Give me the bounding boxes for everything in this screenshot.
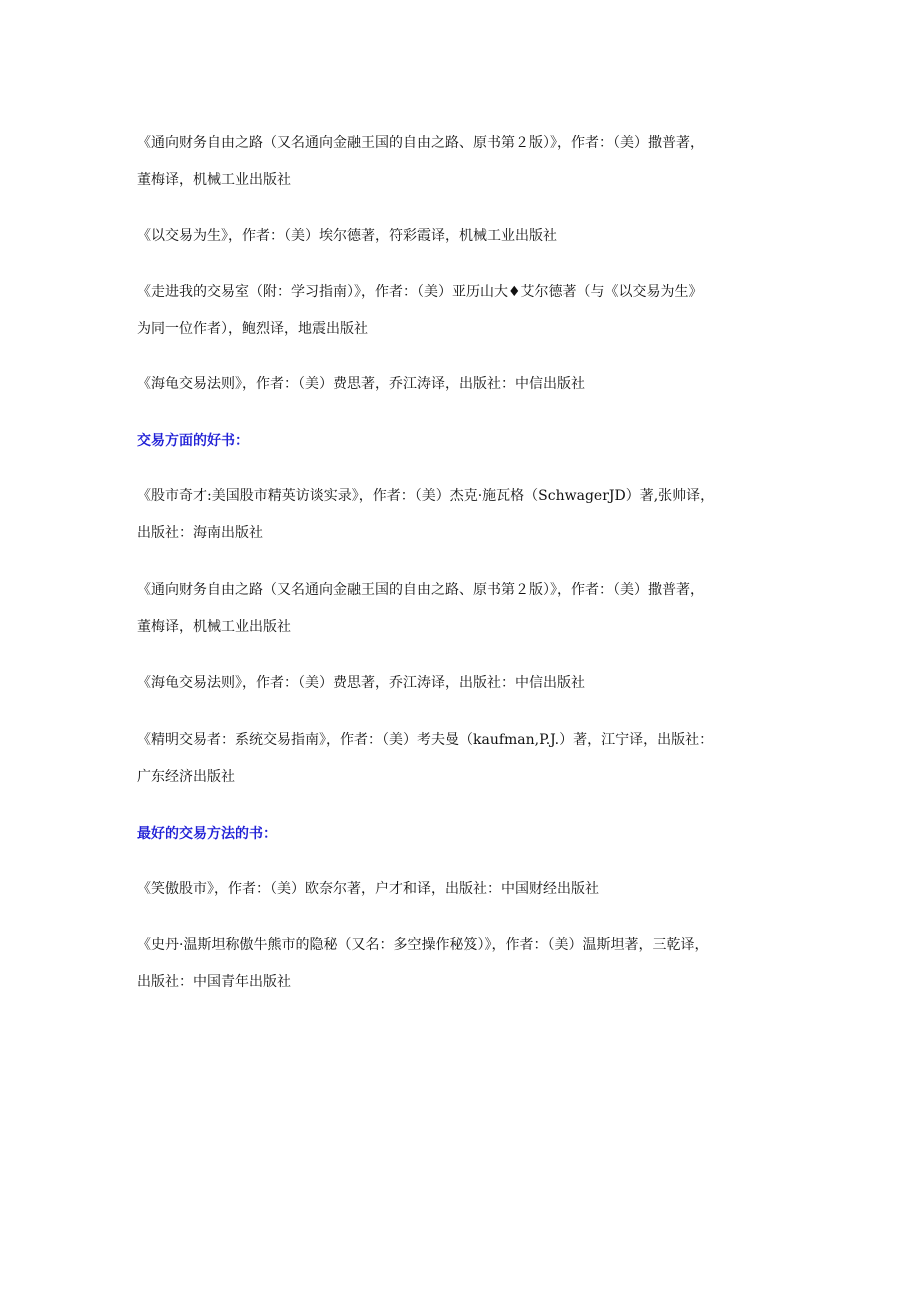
book-entry-line: 《走进我的交易室（附：学习指南）》，作者：（美）亚历山大♦艾尔德著（与《以交易为生》 <box>137 284 703 300</box>
book-entry-line: 出版社：中国青年出版社 <box>137 974 291 990</box>
book-entry-yi-jiaoyi-weisheng <box>137 218 797 255</box>
book-entry-caiwu-ziyou-2 <box>137 572 797 646</box>
book-entry-line: 《通向财务自由之路（又名通向金融王国的自由之路、原书第２版）》，作者：（美）撒普著， <box>137 582 704 598</box>
book-entry-line: 《海龟交易法则》，作者：（美）费思著，乔江涛译，出版社：中信出版社 <box>137 675 585 691</box>
book-entry-haigui-2 <box>137 665 797 702</box>
book-entry-jingming-jiaoyizhe <box>137 722 797 796</box>
book-entry-line: 《以交易为生》，作者：（美）埃尔德著，符彩霞译，机械工业出版社 <box>137 228 557 244</box>
book-entry-line: 《精明交易者：系统交易指南》，作者：（美）考夫曼（kaufman,P.J.）著，江宁译，出版社： <box>137 732 714 748</box>
book-entry-line: 《股市奇才:美国股市精英访谈实录》，作者：（美）杰克·施瓦格（SchwagerJD）著,张帅译， <box>137 488 715 504</box>
book-entry-line: 《史丹·温斯坦称傲牛熊市的隐秘（又名：多空操作秘笈）》，作者：（美）温斯坦著，三乾译， <box>137 937 709 953</box>
book-entry-line: 为同一位作者），鲍烈译，地震出版社 <box>137 321 368 337</box>
book-entry-zoujin-jiaoyishi <box>137 274 797 348</box>
book-entry-line: 出版社：海南出版社 <box>137 525 263 541</box>
book-entry-caiwu-ziyou-1 <box>137 125 797 199</box>
book-entry-line: 董梅译，机械工业出版社 <box>137 172 291 188</box>
book-entry-weinsitan <box>137 927 797 1001</box>
book-entry-xiaoao-gushi <box>137 871 797 908</box>
book-entry-line: 《笑傲股市》，作者：（美）欧奈尔著，户才和译，出版社：中国财经出版社 <box>137 881 599 897</box>
book-entry-line: 广东经济出版社 <box>137 769 235 785</box>
book-entry-gushi-qicai <box>137 478 797 552</box>
book-entry-haigui-1 <box>137 366 797 403</box>
book-entry-line: 《通向财务自由之路（又名通向金融王国的自由之路、原书第２版）》，作者：（美）撒普著， <box>137 135 704 151</box>
section-heading-zuihao-fangfa: 最好的交易方法的书： <box>137 826 277 842</box>
book-entry-line: 《海龟交易法则》，作者：（美）费思著，乔江涛译，出版社：中信出版社 <box>137 376 585 392</box>
section-heading-jiaoyi-haoshu: 交易方面的好书： <box>137 433 249 449</box>
book-entry-line: 董梅译，机械工业出版社 <box>137 619 291 635</box>
